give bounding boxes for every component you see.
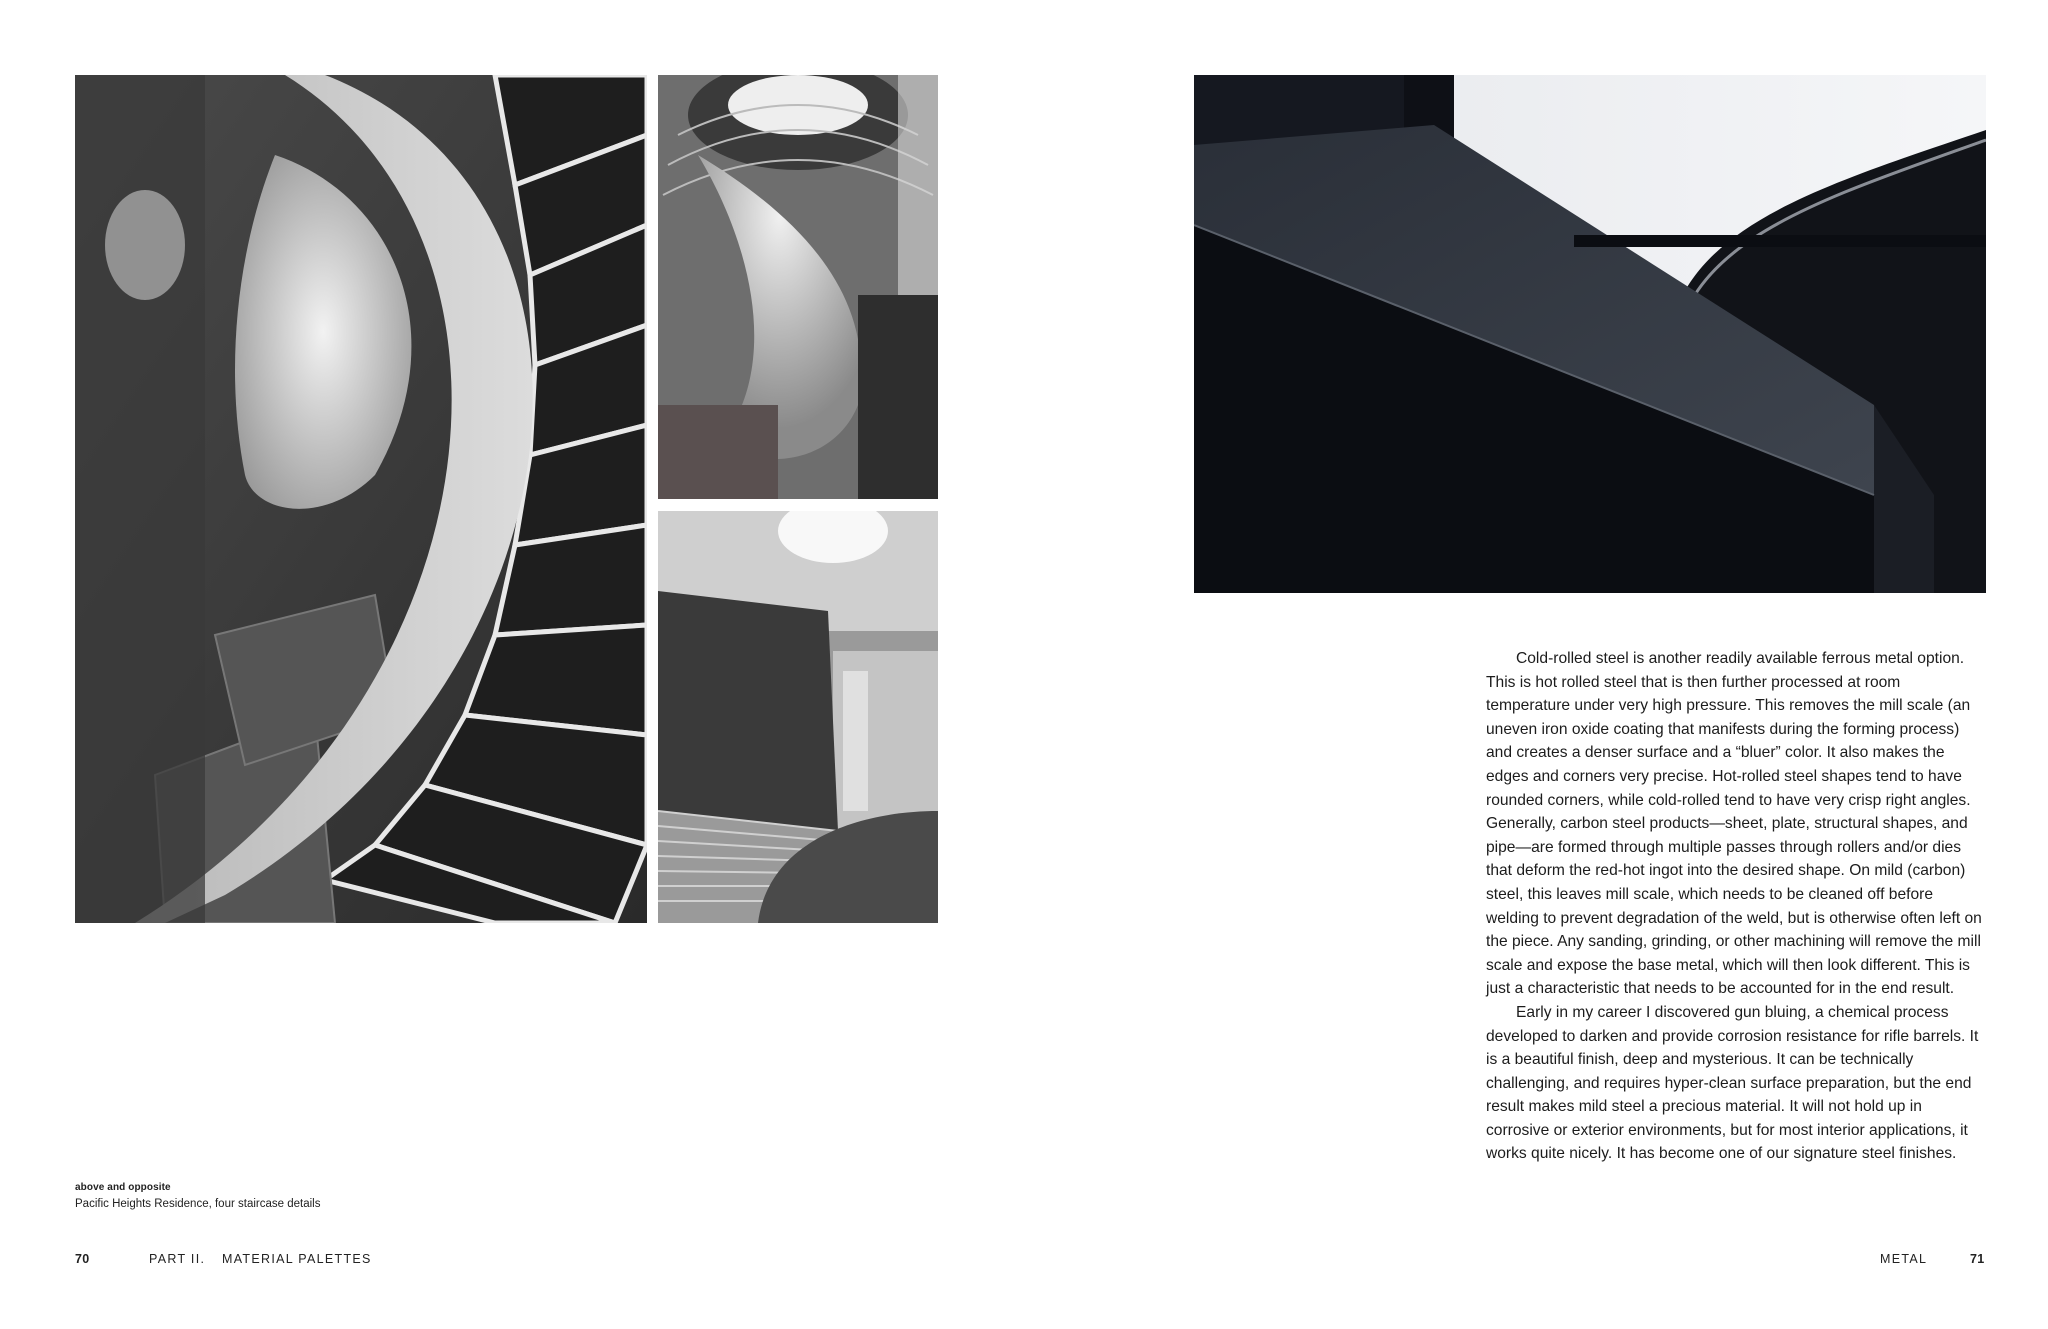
left-page-number: 70 [75, 1252, 90, 1266]
caption-text: Pacific Heights Residence, four staircase details [75, 1198, 321, 1210]
body-paragraph-1: Cold-rolled steel is another readily available ferrous metal option. This is hot rolled steel that is then further processed at room temperature under very high pressure. This removes the mill scale (an uneven iron oxide coating that manifests during the forming process) and creates a denser surface and a “bluer” color. It also makes the edges and corners very precise. Hot-rolled steel shapes tend to have rounded corners, while cold-rolled tend to have very crisp right angles. Generally, carbon steel products—sheet, plate, structural shapes, and pipe—are formed through multiple passes through rollers and/or dies that deform the red-hot ingot into the desired shape. On mild (carbon) steel, this leaves mill scale, which needs to be cleaned off before welding to prevent degradation of the weld, but is otherwise often left on the piece. Any sanding, grinding, or other machining will remove the mill scale and expose the base metal, which will then look different. This is just a characteristic that needs to be accounted for in the end result. [1486, 650, 1982, 998]
staircase-image-b [658, 75, 938, 499]
photo-caption [75, 1179, 595, 1213]
staircase-photo-spiral-top [658, 75, 938, 499]
right-page-number: 71 [1970, 1252, 1985, 1266]
steel-counter-photo [1194, 75, 1986, 593]
staircase-image-a [75, 75, 647, 923]
body-text [1486, 647, 1986, 1166]
staircase-photo-spiral-large [75, 75, 647, 923]
steel-counter-image [1194, 75, 1986, 593]
right-chapter-label: METAL [1880, 1252, 1928, 1266]
caption-heading: above and opposite [75, 1182, 171, 1193]
staircase-photo-underside [658, 511, 938, 923]
left-section-label: PART II. [149, 1252, 206, 1266]
left-chapter-label: MATERIAL PALETTES [222, 1252, 372, 1266]
body-paragraph-2: Early in my career I discovered gun bluing, a chemical process developed to darken and provide corrosion resistance for rifle barrels. It is a beautiful finish, deep and mysterious. It can be technically challenging, and requires hyper-clean surface preparation, but the end result makes mild steel a precious material. It will not hold up in corrosive or exterior environments, but for most interior applications, it works quite nicely. It has become one of our signature steel finishes. [1486, 1003, 1979, 1163]
staircase-image-c [658, 511, 938, 923]
